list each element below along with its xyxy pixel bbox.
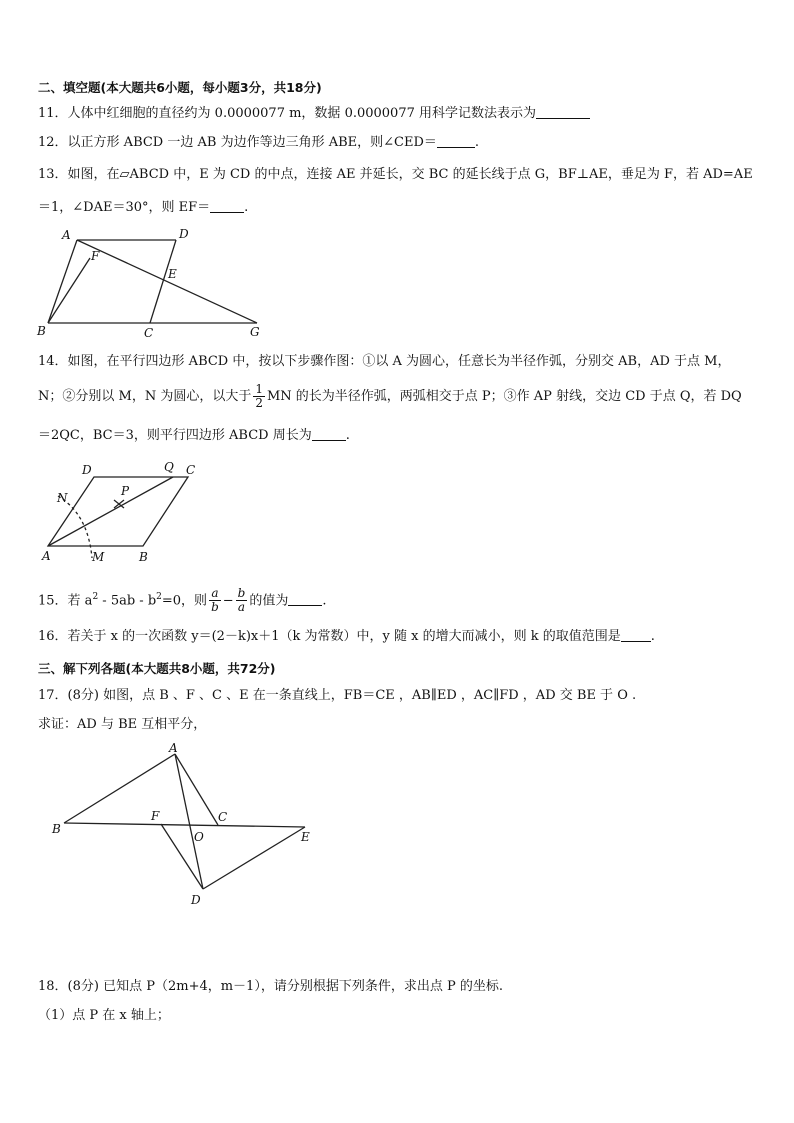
question-12 <box>38 135 479 151</box>
question-15 <box>38 582 327 616</box>
section2-title: 二、填空题(本大题共6小题，每小题3分，共18分) <box>38 80 322 95</box>
segment-ac <box>175 754 218 825</box>
label-a: A <box>169 741 178 755</box>
q15-prefix: 15．若 a <box>38 593 93 609</box>
label-c: C <box>218 810 228 824</box>
segment-bf <box>48 258 90 323</box>
question-17-line1: 17．(8分) 如图，点 B 、F 、C 、E 在一条直线上，FB＝CE ，AB∥ED ，AC∥FD ，AD 交 BE 于 O . <box>38 688 637 703</box>
answer-blank <box>621 629 651 642</box>
q13-figure <box>30 222 270 344</box>
fraction-a-over-b <box>209 587 221 614</box>
q15-mid2: =0，则 <box>161 593 208 609</box>
question-16-period: . <box>650 629 655 644</box>
question-18-line2: （1）点 P 在 x 轴上； <box>38 1008 170 1023</box>
ray-aq <box>48 477 173 546</box>
label-f: F <box>91 249 100 263</box>
question-12-text: 12．以正方形 ABCD 一边 AB 为边作等边三角形 ABE，则∠CED＝ <box>38 135 437 150</box>
question-14-line1: 14．如图，在平行四边形 ABCD 中，按以下步骤作图：①以 A 为圆心，任意长为半径作弧，分别交 AB，AD 于点 M， <box>38 354 731 369</box>
label-c: C <box>144 326 154 340</box>
segment-ab <box>48 240 77 323</box>
question-14-line2-text-a: N；②分别以 M，N 为圆心，以大于 <box>38 389 252 404</box>
q15-exponent-1: 2 <box>92 592 99 602</box>
q14-figure <box>30 456 210 568</box>
question-13-period: . <box>244 200 249 215</box>
label-g: G <box>250 325 260 339</box>
fraction-numerator: 1 <box>255 382 263 396</box>
question-13-line2-text: ＝1，∠DAE＝30°，则 EF＝ <box>38 200 211 215</box>
fraction-numerator: a <box>209 587 221 601</box>
label-m: M <box>92 550 105 564</box>
answer-blank <box>312 428 346 441</box>
segment-dc <box>150 240 176 323</box>
q15-mid: - 5ab - b <box>98 593 157 609</box>
fraction-denominator: 2 <box>255 396 263 410</box>
question-13-line2 <box>38 200 248 216</box>
answer-blank <box>288 593 322 606</box>
segment-be <box>64 823 305 827</box>
answer-blank <box>536 106 590 119</box>
question-11-text: 11．人体中红细胞的直径约为 0.0000077 m，数据 0.0000077 用科学记数法表示为 <box>38 106 536 121</box>
question-14-period: . <box>345 428 350 443</box>
question-17-line2: 求证：AD 与 BE 互相平分， <box>38 717 207 732</box>
answer-blank <box>210 200 244 213</box>
question-18-line1: 18．(8分) 已知点 P（2m+4，m－1），请分别根据下列条件，求出点 P 的坐标. <box>38 979 503 994</box>
fraction-denominator: b <box>211 600 219 615</box>
question-11 <box>38 106 590 122</box>
label-p: P <box>121 484 130 498</box>
question-13-line1: 13．如图，在▱ABCD 中，E 为 CD 的中点，连接 AE 并延长，交 BC 的延长线于点 G，BF⊥AE，垂足为 F，若 AD=AE <box>38 167 753 182</box>
question-12-period: . <box>474 135 480 150</box>
label-a: A <box>42 549 51 563</box>
label-d: D <box>82 463 92 477</box>
q15-suffix: 的值为 <box>249 593 289 609</box>
fraction-numerator: b <box>237 586 246 601</box>
label-d: D <box>191 893 201 907</box>
label-a: A <box>62 228 71 242</box>
label-d: D <box>179 227 189 241</box>
q15-exponent-2: 2 <box>156 592 162 602</box>
question-14-line2 <box>38 382 742 412</box>
question-16 <box>38 629 655 645</box>
segment-ad <box>175 754 203 889</box>
label-f: F <box>151 809 160 823</box>
question-14-line2-text-b: MN 的长为半径作弧，两弧相交于点 P；③作 AP 射线，交边 CD 于点 Q，若 DQ <box>266 389 742 404</box>
question-16-text: 16．若关于 x 的一次函数 y＝(2－k)x＋1（k 为常数）中，y 随 x 的增大而减小，则 k 的取值范围是 <box>38 629 621 644</box>
label-c: C <box>186 463 196 477</box>
label-b: B <box>37 324 46 338</box>
fraction-one-half <box>253 383 265 410</box>
q15-minus: − <box>222 593 234 609</box>
label-b: B <box>139 550 148 564</box>
question-14-line3-text: ＝2QC，BC＝3，则平行四边形 ABCD 周长为 <box>38 428 312 443</box>
label-b: B <box>52 822 61 836</box>
parallelogram-abcd <box>48 477 188 546</box>
q17-figure <box>48 740 328 908</box>
segment-ag <box>77 240 257 323</box>
label-e: E <box>168 267 177 281</box>
answer-blank <box>437 135 475 148</box>
question-15-period: . <box>322 593 327 609</box>
label-o: O <box>194 830 204 844</box>
question-14-line3 <box>38 428 350 444</box>
section3-title: 三、解下列各题(本大题共8小题，共72分) <box>38 661 276 676</box>
segment-de <box>203 827 305 889</box>
fraction-b-over-a <box>236 587 248 614</box>
label-n: N <box>57 491 68 505</box>
label-e: E <box>301 830 310 844</box>
fraction-denominator: a <box>237 600 246 615</box>
label-q: Q <box>164 460 174 474</box>
